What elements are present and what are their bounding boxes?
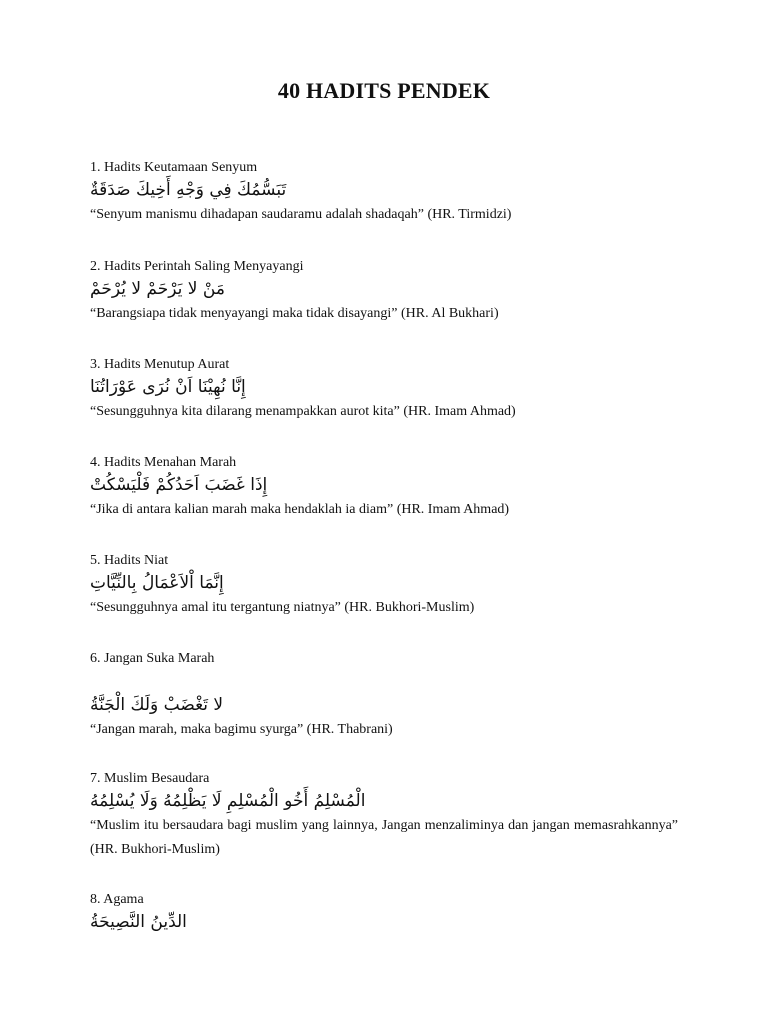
hadith-heading: 3. Hadits Menutup Aurat xyxy=(90,357,230,372)
hadith-entry-3 xyxy=(90,356,678,424)
hadith-entry-2 xyxy=(90,258,678,326)
hadith-entry-5 xyxy=(90,552,678,620)
hadith-translation: “Muslim itu bersaudara bagi muslim yang lainnya, Jangan menzaliminya dan jangan memasrahkannya” (HR. Bukhori-Muslim) xyxy=(90,818,678,857)
hadith-heading: 7. Muslim Besaudara xyxy=(90,771,210,786)
hadith-heading: 5. Hadits Niat xyxy=(90,553,169,568)
page-title: 40 HADITS PENDEK xyxy=(277,78,491,103)
hadith-translation: “Barangsiapa tidak menyayangi maka tidak disayangi” (HR. Al Bukhari) xyxy=(90,306,499,321)
hadith-entry-7 xyxy=(90,770,678,862)
hadith-entry-1 xyxy=(90,159,678,227)
hadith-translation: “Jika di antara kalian marah maka hendaklah ia diam” (HR. Imam Ahmad) xyxy=(90,502,510,517)
hadith-heading: 4. Hadits Menahan Marah xyxy=(90,455,237,470)
hadith-arabic-text: مَنْ لا يَرْحَمْ لا يُرْحَمْ xyxy=(90,279,225,299)
hadith-arabic-text: تَبَسُّمُكَ فِي وَجْهِ أَخِيكَ صَدَقَةٌ xyxy=(90,180,287,200)
hadith-entry-6 xyxy=(90,650,678,742)
hadith-translation: “Jangan marah, maka bagimu syurga” (HR. Thabrani) xyxy=(90,722,393,737)
hadith-arabic-text: إِذَا غَضَبَ اَحَدُكُمْ فَلْيَسْكُتْ xyxy=(90,475,268,495)
hadith-arabic-text: الْمُسْلِمُ أَخُو الْمُسْلِمِ لَا يَظْلِمُهُ وَلَا يُسْلِمُهُ xyxy=(90,791,366,811)
hadith-translation: “Sesungguhnya amal itu tergantung niatnya” (HR. Bukhori-Muslim) xyxy=(90,600,475,615)
hadith-heading: 1. Hadits Keutamaan Senyum xyxy=(90,160,258,175)
hadith-heading: 2. Hadits Perintah Saling Menyayangi xyxy=(90,259,304,274)
hadith-entry-8 xyxy=(90,891,678,935)
hadith-arabic-text: لا تَغْضَبْ وَلَكَ الْجَنَّةُ xyxy=(90,695,224,715)
hadith-translation: “Sesungguhnya kita dilarang menampakkan aurot kita” (HR. Imam Ahmad) xyxy=(90,404,516,419)
hadith-arabic-text: إِنَّا نُهِيْنَا اَنْ نُرَى عَوْرَاتُنَا xyxy=(90,377,246,397)
hadith-entry-4 xyxy=(90,454,678,522)
hadith-heading: 6. Jangan Suka Marah xyxy=(90,651,215,666)
hadith-arabic-text: إِنَّمَا اْلاَعْمَالُ بِالنِّيَّاتِ xyxy=(90,573,224,593)
hadith-arabic-text: الدِّينُ النَّصِيحَةُ xyxy=(90,912,187,932)
hadith-heading: 8. Agama xyxy=(90,892,144,907)
hadith-translation: “Senyum manismu dihadapan saudaramu adalah shadaqah” (HR. Tirmidzi) xyxy=(90,207,512,222)
